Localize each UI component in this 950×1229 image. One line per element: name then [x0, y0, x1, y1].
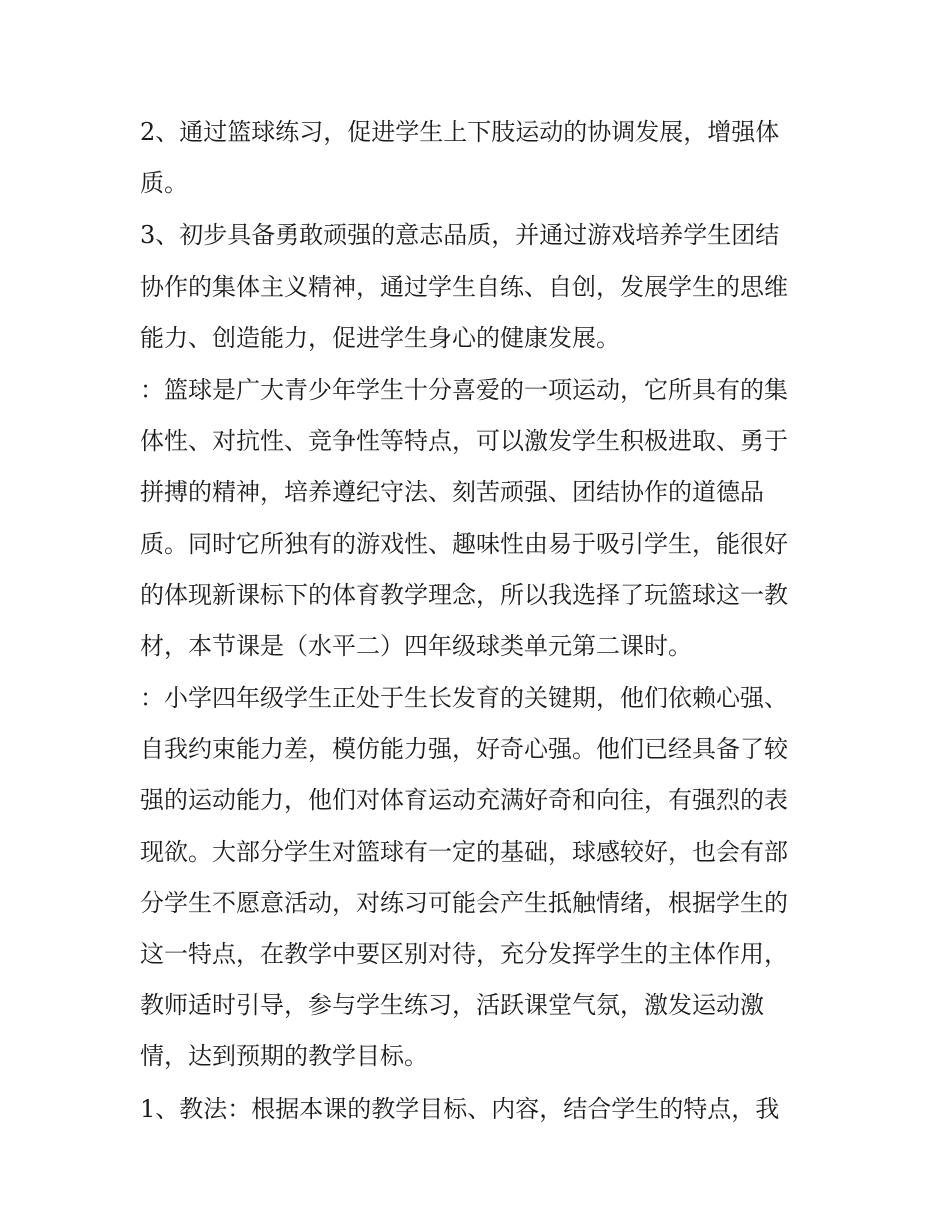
text-line: 自我约束能力差，模仿能力强，好奇心强。他们已经具备了较: [140, 735, 788, 764]
text-line: ：小学四年级学生正处于生长发育的关键期，他们依赖心强、: [140, 684, 788, 713]
text-line: 情，达到预期的教学目标。: [140, 1042, 428, 1071]
text-line: ：篮球是广大青少年学生十分喜爱的一项运动，它所具有的集: [140, 375, 788, 404]
paragraph-student-analysis: [140, 673, 820, 1083]
paragraph-teaching-method: [140, 1084, 820, 1135]
text-line: 教师适时引导，参与学生练习，活跃课堂气氛，激发运动激: [140, 991, 764, 1020]
text-line: 分学生不愿意活动，对练习可能会产生抵触情绪，根据学生的: [140, 888, 788, 917]
text-line: 拼搏的精神，培养遵纪守法、刻苦顽强、团结协作的道德品: [140, 478, 764, 507]
text-line: 体性、对抗性、竞争性等特点，可以激发学生积极进取、勇于: [140, 427, 788, 456]
text-line: 质。: [140, 169, 188, 198]
text-line: 的体现新课标下的体育教学理念，所以我选择了玩篮球这一教: [140, 580, 788, 609]
text-line: 2、通过篮球练习，促进学生上下肢运动的协调发展，增强体: [140, 118, 780, 146]
text-line: 质。同时它所独有的游戏性、趣味性由易于吸引学生，能很好: [140, 529, 788, 558]
paragraph-material-analysis: [140, 365, 820, 672]
text-line: 1、教法：根据本课的教学目标、内容，结合学生的特点，我: [140, 1094, 780, 1123]
text-line: 现欲。大部分学生对篮球有一定的基础，球感较好，也会有部: [140, 837, 788, 866]
paragraph-objective-3: [140, 210, 820, 364]
document-body: [140, 107, 820, 1136]
text-line: 协作的集体主义精神，通过学生自练、自创，发展学生的思维: [140, 272, 788, 301]
text-line: 3、初步具备勇敢顽强的意志品质，并通过游戏培养学生团结: [140, 221, 780, 250]
text-line: 能力、创造能力，促进学生身心的健康发展。: [140, 323, 620, 352]
text-line: 强的运动能力，他们对体育运动充满好奇和向往，有强烈的表: [140, 786, 788, 815]
text-line: 这一特点，在教学中要区别对待，充分发挥学生的主体作用，: [140, 940, 788, 968]
text-line: 材，本节课是（水平二）四年级球类单元第二课时。: [140, 631, 692, 660]
paragraph-objective-2: [140, 107, 820, 209]
